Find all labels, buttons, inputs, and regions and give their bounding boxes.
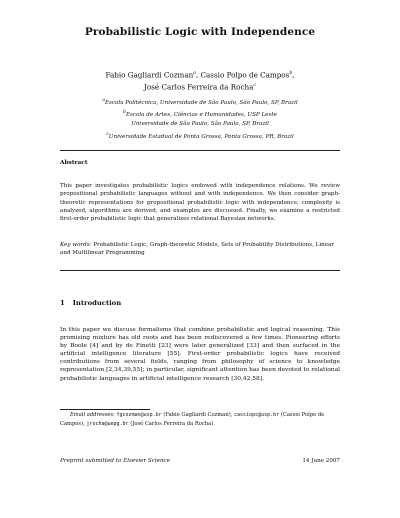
affiliation-b-text-1: Escola de Artes, Ciências e Humanidades, USP Leste	[125, 112, 277, 119]
author-list	[40, 68, 360, 93]
keywords-label: Key words:	[60, 242, 92, 248]
footnote	[60, 411, 340, 428]
keywords-text: Probabilistic Logic, Graph-theoretic Models, Sets of Probability Distributions, Linear and Multilinear Programming	[60, 242, 335, 257]
preprint-date: 14 June 2007	[302, 458, 340, 464]
email-cozman-name: (Fabio Gagliardi Cozman),	[161, 412, 233, 418]
footnote-rule	[60, 409, 150, 410]
author-sep: ,	[292, 70, 295, 80]
author-line-2	[40, 80, 360, 92]
email-campos[interactable]: cassiopc@usp.br	[234, 412, 280, 418]
paper-title: Probabilistic Logic with Independence	[84, 26, 316, 38]
abstract-top-rule	[60, 150, 340, 151]
section-body: In this paper we discuss formalisms that combine probabilistic and logical reasoning. This promising mixture has old roots and has been rediscovered a few times. Pioneering efforts by Boole [4] and by de Finetti [23] were later generalized [33] and then surfaced in the artificial intelligence literature [55]. First-order probabilistic logics have received contributions from several fields, ranging from philosophy of science to knowledge representation [2,34,39,55]; in particular, significant attention has been devoted to relational probabilistic languages in artificial intelligence research [30,42,58].	[60, 327, 340, 382]
affiliation-b-mark: b	[123, 110, 126, 116]
section-number: 1	[60, 299, 65, 307]
abstract-heading: Abstract	[60, 160, 88, 166]
author-line-1	[40, 68, 360, 80]
abstract-text: This paper investigates probabilistic logics endowed with independence relations. We review propositional probabilistic languages without and with independence. We then consider graph-theoretic representations for propositional probabilistic logic with independence; complexity is analyzed, algorithms are derived, and examples are discussed. Finally, we examine a restricted first-order probabilistic logic that generalizes relational Bayesian networks.	[60, 183, 340, 223]
section-title: Introduction	[72, 299, 122, 307]
email-rocha-name: (José Carlos Ferreira da Rocha).	[128, 420, 215, 427]
section-heading	[60, 299, 121, 307]
email-cozman[interactable]: fgcozman@usp.br	[116, 412, 162, 418]
affiliation-a	[40, 96, 360, 108]
abstract-bottom-rule	[60, 270, 340, 271]
affiliations	[40, 96, 360, 142]
author-campos: , Cassio Polpo de Campos	[195, 70, 290, 80]
affiliation-b	[40, 108, 360, 120]
affiliation-c-mark: c	[106, 131, 109, 137]
author-rocha: José Carlos Ferreira da Rocha	[144, 82, 254, 92]
footnote-label: Email addresses:	[70, 412, 115, 418]
author-cozman-affil: a	[193, 71, 196, 76]
email-campos-name: (Cassio Polpo de Campos),	[60, 412, 325, 427]
affiliation-c	[40, 130, 360, 142]
affiliation-a-mark: a	[102, 98, 105, 103]
email-rocha[interactable]: jrocha@uepg.br	[86, 420, 129, 427]
affiliation-c-text: Universidade Estadual de Ponta Grossa, Ponta Grossa, PR, Brazil	[108, 133, 294, 140]
author-rocha-affil: c	[253, 83, 256, 89]
affiliation-b-text-2: Universidade de São Paulo, São Paulo, SP, Brazil	[131, 121, 269, 128]
author-campos-affil: b	[289, 71, 293, 76]
author-cozman: Fabio Gagliardi Cozman	[105, 70, 194, 80]
preprint-note: Preprint submitted to Elsevier Science	[60, 458, 171, 464]
affiliation-b-cont	[40, 120, 360, 129]
affiliation-a-text: Escola Politécnica, Universidade de São Paulo, São Paulo, SP, Brazil	[104, 99, 298, 106]
keywords	[60, 241, 340, 258]
